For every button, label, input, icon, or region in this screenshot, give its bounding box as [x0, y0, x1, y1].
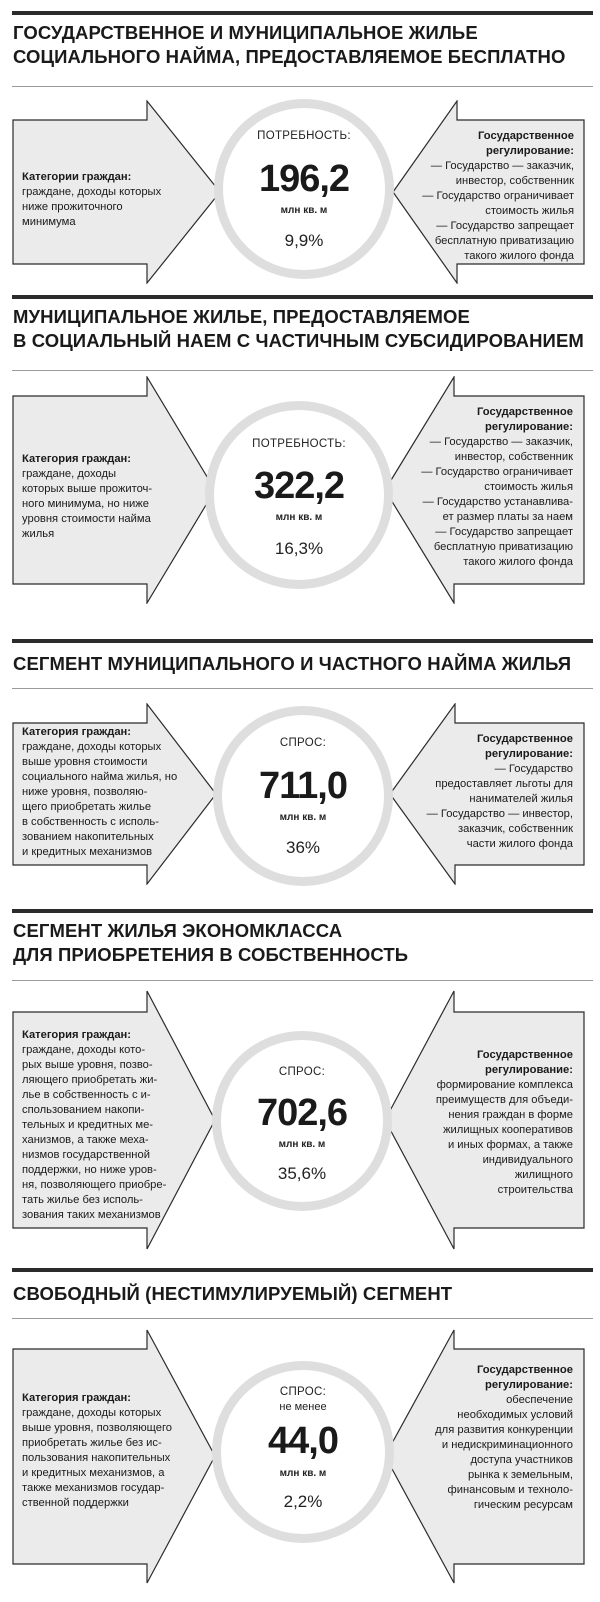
- right-heading: Государственное: [476, 733, 573, 745]
- left-arrow-panel: [12, 100, 222, 284]
- circle-percent: 16,3%: [274, 539, 324, 558]
- right-arrow-panel: [384, 376, 585, 604]
- title-divider: [12, 86, 593, 87]
- section-top-rule: [12, 909, 593, 913]
- title-line: СЕГМЕНТ ЖИЛЬЯ ЭКОНОМКЛАССА: [13, 920, 343, 941]
- right-line: — Государство устанавлива-: [422, 496, 573, 508]
- left-arrow-panel: [12, 1329, 217, 1584]
- right-line: предоставляет льготы для: [435, 778, 573, 790]
- left-line: также механизмов государ-: [22, 1482, 165, 1494]
- left-heading: Категория граждан:: [22, 453, 132, 465]
- right-line: нанимателей жилья: [469, 793, 573, 805]
- title-divider: [12, 688, 593, 689]
- right-line: формирование комплекса: [436, 1079, 573, 1091]
- left-line: минимума: [22, 216, 76, 228]
- right-line: и иных формах, а также: [447, 1139, 573, 1151]
- circle-percent: 36%: [285, 838, 321, 857]
- left-line: граждане, доходы которых: [22, 741, 162, 753]
- circle-unit: млн кв. м: [278, 1139, 326, 1150]
- left-line: выше уровня стоимости: [22, 756, 148, 768]
- right-line: финансовым и техноло-: [447, 1484, 573, 1496]
- title-divider: [12, 370, 593, 371]
- circle-label: ПОТРЕБНОСТЬ:: [252, 438, 346, 450]
- right-line: преимуществ для объеди-: [435, 1094, 573, 1106]
- right-line: обеспечение: [506, 1394, 573, 1406]
- right-heading: Государственное: [476, 1364, 573, 1376]
- left-arrow-panel: [12, 376, 217, 604]
- left-line: тать жилье без исполь-: [22, 1194, 143, 1206]
- right-line: инвестор, собственник: [455, 175, 574, 187]
- left-line: зованием накопительных: [22, 831, 154, 843]
- right-heading: регулирование:: [485, 1379, 573, 1391]
- right-arrow-panel: [389, 703, 585, 885]
- circle-label: СПРОС:: [279, 1386, 327, 1398]
- left-line: щего приобретать жилье: [22, 801, 152, 813]
- right-arrow-panel: [384, 1329, 585, 1584]
- left-line: ляющего приобретать жи-: [22, 1074, 158, 1086]
- left-line: граждане, доходы которых: [22, 1407, 162, 1419]
- right-line: нения граждан в форме: [448, 1109, 573, 1121]
- circle-value: 322,2: [253, 465, 345, 507]
- left-arrow-panel: [12, 703, 218, 885]
- left-line: жилья: [22, 528, 55, 540]
- right-line: — Государство запрещает: [435, 526, 573, 538]
- right-heading: регулирование:: [485, 421, 573, 433]
- circle-label: ПОТРЕБНОСТЬ:: [257, 130, 351, 142]
- right-line: доступа участников: [470, 1454, 573, 1466]
- section-title: [13, 919, 593, 967]
- right-heading: регулирование:: [486, 145, 574, 157]
- left-line: ственной поддержки: [22, 1497, 129, 1509]
- demand-circle: [205, 401, 393, 589]
- circle-value: 196,2: [258, 158, 350, 200]
- circle-unit: млн кв. м: [280, 205, 328, 216]
- left-line: граждане, доходы которых: [22, 186, 162, 198]
- right-line: заказчик, собственник: [457, 823, 573, 835]
- right-line: — Государство: [494, 763, 573, 775]
- left-line: и кредитных механизмов, а: [22, 1467, 165, 1479]
- title-line: ДЛЯ ПРИОБРЕТЕНИЯ В СОБСТВЕННОСТЬ: [13, 944, 409, 965]
- left-line: граждане, доходы: [22, 468, 117, 480]
- right-line: и недискриминационного: [441, 1439, 573, 1451]
- right-line: стоимость жилья: [484, 481, 573, 493]
- right-line: гическим ресурсам: [473, 1499, 573, 1511]
- section-title: [13, 1282, 593, 1306]
- right-line: строительства: [497, 1184, 573, 1196]
- circle-unit: млн кв. м: [275, 512, 323, 523]
- demand-circle: [214, 99, 394, 279]
- circle-value: 711,0: [259, 765, 347, 807]
- title-line: СВОБОДНЫЙ (НЕСТИМУЛИРУЕМЫЙ) СЕГМЕНТ: [13, 1283, 453, 1304]
- section-title: [13, 21, 593, 69]
- left-line: низмов государственной: [22, 1149, 150, 1161]
- left-heading: Категория граждан:: [22, 1392, 132, 1404]
- circle-label: СПРОС:: [279, 737, 327, 749]
- right-line: — Государство — инвестор,: [426, 808, 573, 820]
- right-line: — Государство запрещает: [436, 220, 574, 232]
- circle-percent: 35,6%: [277, 1164, 327, 1183]
- right-line: необходимых условий: [457, 1409, 573, 1421]
- section-4: [0, 909, 600, 1259]
- left-line: зования таких механизмов: [22, 1209, 161, 1221]
- left-line: лье в собственность с и-: [22, 1089, 151, 1101]
- left-line: выше уровня, позволяющего: [22, 1422, 173, 1434]
- title-divider: [12, 1318, 593, 1319]
- circle-sublabel: не менее: [279, 1401, 327, 1413]
- left-line: и кредитных механизмов: [22, 846, 153, 858]
- left-heading: Категории граждан:: [22, 171, 132, 183]
- left-line: ниже уровня, позволяю-: [22, 786, 148, 798]
- right-line: — Государство — заказчик,: [429, 436, 573, 448]
- circle-percent: 2,2%: [283, 1492, 323, 1511]
- left-line: уровня стоимости найма: [22, 513, 151, 525]
- circle-value: 44,0: [268, 1420, 338, 1462]
- section-title: [13, 305, 593, 353]
- section-1: [0, 11, 600, 299]
- right-line: рынка к земельным,: [467, 1469, 573, 1481]
- title-line: СЕГМЕНТ МУНИЦИПАЛЬНОГО И ЧАСТНОГО НАЙМА ЖИЛЬЯ: [13, 653, 572, 674]
- left-line: приобретать жилье без ис-: [22, 1437, 162, 1449]
- left-line: пользования накопительных: [22, 1452, 171, 1464]
- demand-circle: [212, 1361, 394, 1543]
- section-top-rule: [12, 639, 593, 643]
- left-line: ниже прожиточного: [22, 201, 123, 213]
- left-line: социального найма жилья, но: [22, 771, 178, 783]
- right-heading: регулирование:: [485, 1064, 573, 1076]
- right-heading: Государственное: [476, 406, 573, 418]
- right-arrow-panel: [384, 990, 585, 1250]
- right-line: для развития конкуренции: [435, 1424, 573, 1436]
- left-heading: Категория граждан:: [22, 726, 132, 738]
- left-line: которых выше прожиточ-: [22, 483, 153, 495]
- right-line: такого жилого фонда: [463, 556, 573, 568]
- right-line: — Государство ограничивает: [422, 190, 574, 202]
- right-line: индивидуального: [482, 1154, 573, 1166]
- right-line: такого жилого фонда: [464, 250, 574, 262]
- circle-label: СПРОС:: [278, 1066, 326, 1078]
- circle-value: 702,6: [256, 1092, 348, 1134]
- left-arrow-panel: [12, 990, 217, 1250]
- right-arrow-panel: [392, 100, 585, 284]
- right-line: стоимость жилья: [485, 205, 574, 217]
- title-divider: [12, 980, 593, 981]
- circle-unit: млн кв. м: [279, 1468, 327, 1479]
- right-line: — Государство — заказчик,: [430, 160, 574, 172]
- circle-unit: млн кв. м: [279, 812, 327, 823]
- title-line: МУНИЦИПАЛЬНОЕ ЖИЛЬЕ, ПРЕДОСТАВЛЯЕМОЕ: [13, 306, 470, 327]
- section-3: [0, 639, 600, 899]
- title-line: СОЦИАЛЬНОГО НАЙМА, ПРЕДОСТАВЛЯЕМОЕ БЕСПЛАТНО: [13, 46, 566, 67]
- left-line: ханизмов, а также меха-: [22, 1134, 149, 1146]
- left-line: поддержки, но ниже уров-: [22, 1164, 157, 1176]
- left-line: рых выше уровня, позво-: [22, 1059, 153, 1071]
- left-line: в собственность с исполь-: [22, 816, 159, 828]
- title-line: ГОСУДАРСТВЕННОЕ И МУНИЦИПАЛЬНОЕ ЖИЛЬЕ: [13, 22, 478, 43]
- left-line: ня, позволяющего приобре-: [22, 1179, 167, 1191]
- title-line: В СОЦИАЛЬНЫЙ НАЕМ С ЧАСТИЧНЫМ СУБСИДИРОВАНИЕМ: [13, 330, 584, 351]
- right-heading: Государственное: [476, 1049, 573, 1061]
- right-heading: регулирование:: [485, 748, 573, 760]
- right-heading: Государственное: [477, 130, 574, 142]
- right-line: — Государство ограничивает: [421, 466, 573, 478]
- section-top-rule: [12, 1268, 593, 1272]
- right-line: жилищного: [514, 1169, 573, 1181]
- demand-circle: [213, 706, 393, 886]
- left-line: спользованием накопи-: [22, 1104, 145, 1116]
- right-line: бесплатную приватизацию: [434, 235, 574, 247]
- section-top-rule: [12, 11, 593, 15]
- section-5: [0, 1268, 600, 1602]
- right-line: жилищных кооперативов: [443, 1124, 573, 1136]
- section-top-rule: [12, 295, 593, 299]
- circle-percent: 9,9%: [284, 231, 324, 250]
- demand-circle: [212, 1031, 392, 1211]
- left-line: ного минимума, но ниже: [22, 498, 149, 510]
- section-title: [13, 652, 593, 676]
- section-2: [0, 295, 600, 635]
- right-line: бесплатную приватизацию: [433, 541, 573, 553]
- right-line: части жилого фонда: [466, 838, 573, 850]
- left-heading: Категория граждан:: [22, 1029, 132, 1041]
- left-line: тельных и кредитных ме-: [22, 1119, 154, 1131]
- right-line: инвестор, собственник: [454, 451, 573, 463]
- right-line: ет размер платы за наем: [442, 511, 573, 523]
- left-line: граждане, доходы кото-: [22, 1044, 146, 1056]
